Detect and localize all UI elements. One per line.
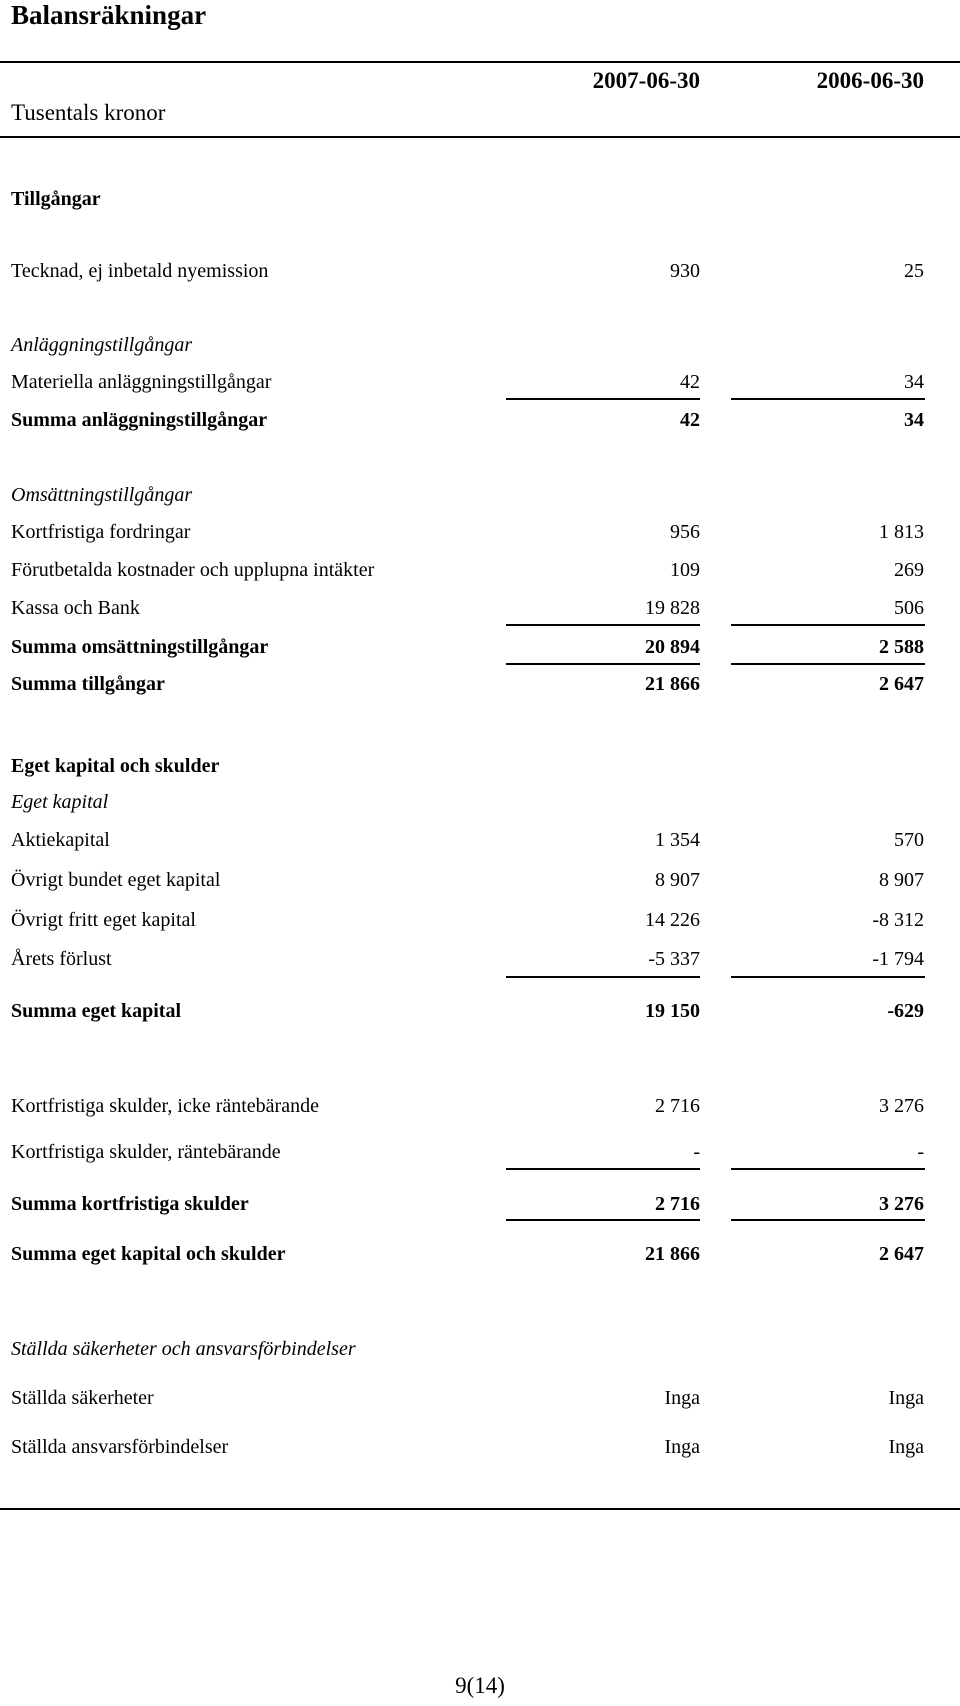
table-row-grand-total — [0, 1243, 960, 1271]
table-row — [0, 948, 960, 976]
row-value-2007: 2 716 — [655, 1193, 700, 1215]
row-label: Förutbetalda kostnader och upplupna intäkter — [11, 559, 375, 581]
underline-2007 — [506, 663, 700, 665]
row-value-2007: 956 — [670, 521, 700, 543]
row-value-2007: 21 866 — [645, 673, 700, 695]
row-value-2007: 1 354 — [655, 829, 700, 851]
row-value-2007: Inga — [664, 1387, 700, 1409]
table-row — [0, 521, 960, 549]
row-value-2006: 34 — [904, 409, 924, 431]
row-value-2007: 14 226 — [645, 909, 700, 931]
row-value-2006: 3 276 — [879, 1193, 924, 1215]
row-label: Summa kortfristiga skulder — [11, 1193, 249, 1215]
row-label: Övrigt fritt eget kapital — [11, 909, 196, 931]
row-value-2007: 8 907 — [655, 869, 700, 891]
table-row-total — [0, 1193, 960, 1221]
subsection-heading — [0, 484, 960, 512]
subsection-heading — [0, 334, 960, 362]
column-header-2007: 2007-06-30 — [592, 68, 700, 93]
row-label: Aktiekapital — [11, 829, 110, 851]
table-row — [0, 260, 960, 288]
page-number: 9(14) — [455, 1673, 505, 1698]
row-label: Övrigt bundet eget kapital — [11, 869, 221, 891]
row-label: Kassa och Bank — [11, 597, 140, 619]
underline-2007 — [506, 1168, 700, 1170]
underline-2007 — [506, 1219, 700, 1221]
row-value-2006: 506 — [894, 597, 924, 619]
row-label: Kortfristiga skulder, räntebärande — [11, 1141, 281, 1163]
row-label: Summa anläggningstillgångar — [11, 409, 268, 431]
row-value-2006: 2 647 — [879, 1243, 924, 1265]
table-row — [0, 559, 960, 587]
row-label: Summa omsättningstillgångar — [11, 636, 269, 658]
table-row — [0, 869, 960, 897]
header-top-rule — [0, 61, 960, 63]
section-heading-pledged: Ställda säkerheter och ansvarsförbindelser — [11, 1338, 356, 1360]
table-row — [0, 829, 960, 857]
row-value-2006: -629 — [887, 1000, 924, 1022]
underline-2007 — [506, 624, 700, 626]
row-label: Summa eget kapital — [11, 1000, 181, 1022]
row-label: Summa tillgångar — [11, 673, 165, 695]
row-value-2007: 42 — [680, 371, 700, 393]
row-value-2006: 3 276 — [879, 1095, 924, 1117]
row-value-2006: 8 907 — [879, 869, 924, 891]
unit-label: Tusentals kronor — [11, 100, 166, 125]
table-row — [0, 1141, 960, 1169]
header-bottom-rule — [0, 136, 960, 138]
row-value-2006: 570 — [894, 829, 924, 851]
underline-2006 — [731, 663, 925, 665]
row-value-2006: 34 — [904, 371, 924, 393]
underline-2006 — [731, 1168, 925, 1170]
row-value-2006: 2 647 — [879, 673, 924, 695]
page-title: Balansräkningar — [11, 0, 207, 30]
underline-2006 — [731, 1219, 925, 1221]
table-row — [0, 597, 960, 625]
section-heading-assets: Tillgångar — [11, 188, 101, 210]
underline-2007 — [506, 398, 700, 400]
row-value-2007: 930 — [670, 260, 700, 282]
row-value-2007: 42 — [680, 409, 700, 431]
row-value-2007: Inga — [664, 1436, 700, 1458]
row-value-2006: 25 — [904, 260, 924, 282]
row-label: Kortfristiga fordringar — [11, 521, 191, 543]
subsection-heading: Eget kapital — [11, 791, 109, 813]
underline-2006 — [731, 398, 925, 400]
table-row — [0, 371, 960, 399]
table-row — [0, 1387, 960, 1415]
row-value-2006: Inga — [888, 1387, 924, 1409]
row-value-2007: 19 150 — [645, 1000, 700, 1022]
table-row — [0, 909, 960, 937]
row-value-2006: - — [917, 1141, 924, 1163]
underline-2007 — [506, 976, 700, 978]
footer-rule — [0, 1508, 960, 1510]
table-row — [0, 1095, 960, 1123]
table-row-total — [0, 1000, 960, 1028]
row-value-2007: -5 337 — [648, 948, 700, 970]
row-value-2007: 109 — [670, 559, 700, 581]
row-value-2006: -8 312 — [872, 909, 924, 931]
row-value-2007: 19 828 — [645, 597, 700, 619]
section-heading-equity-liabilities: Eget kapital och skulder — [11, 755, 220, 777]
table-row-total — [0, 636, 960, 664]
row-value-2006: 2 588 — [879, 636, 924, 658]
row-label: Årets förlust — [11, 948, 112, 970]
row-value-2006: -1 794 — [872, 948, 924, 970]
row-label: Kortfristiga skulder, icke räntebärande — [11, 1095, 319, 1117]
underline-2006 — [731, 624, 925, 626]
column-header-2006: 2006-06-30 — [816, 68, 924, 93]
row-label: Omsättningstillgångar — [11, 484, 193, 506]
row-label: Summa eget kapital och skulder — [11, 1243, 286, 1265]
table-row-total — [0, 409, 960, 437]
row-label: Tecknad, ej inbetald nyemission — [11, 260, 269, 282]
row-label: Materiella anläggningstillgångar — [11, 371, 272, 393]
row-label: Anläggningstillgångar — [11, 334, 193, 356]
row-value-2006: Inga — [888, 1436, 924, 1458]
table-row — [0, 1436, 960, 1464]
row-label: Ställda säkerheter — [11, 1387, 154, 1409]
table-row-grand-total — [0, 673, 960, 701]
row-value-2007: 20 894 — [645, 636, 700, 658]
row-value-2006: 1 813 — [879, 521, 924, 543]
row-value-2006: 269 — [894, 559, 924, 581]
row-label: Ställda ansvarsförbindelser — [11, 1436, 229, 1458]
row-value-2007: 2 716 — [655, 1095, 700, 1117]
row-value-2007: - — [693, 1141, 700, 1163]
underline-2006 — [731, 976, 925, 978]
row-value-2007: 21 866 — [645, 1243, 700, 1265]
